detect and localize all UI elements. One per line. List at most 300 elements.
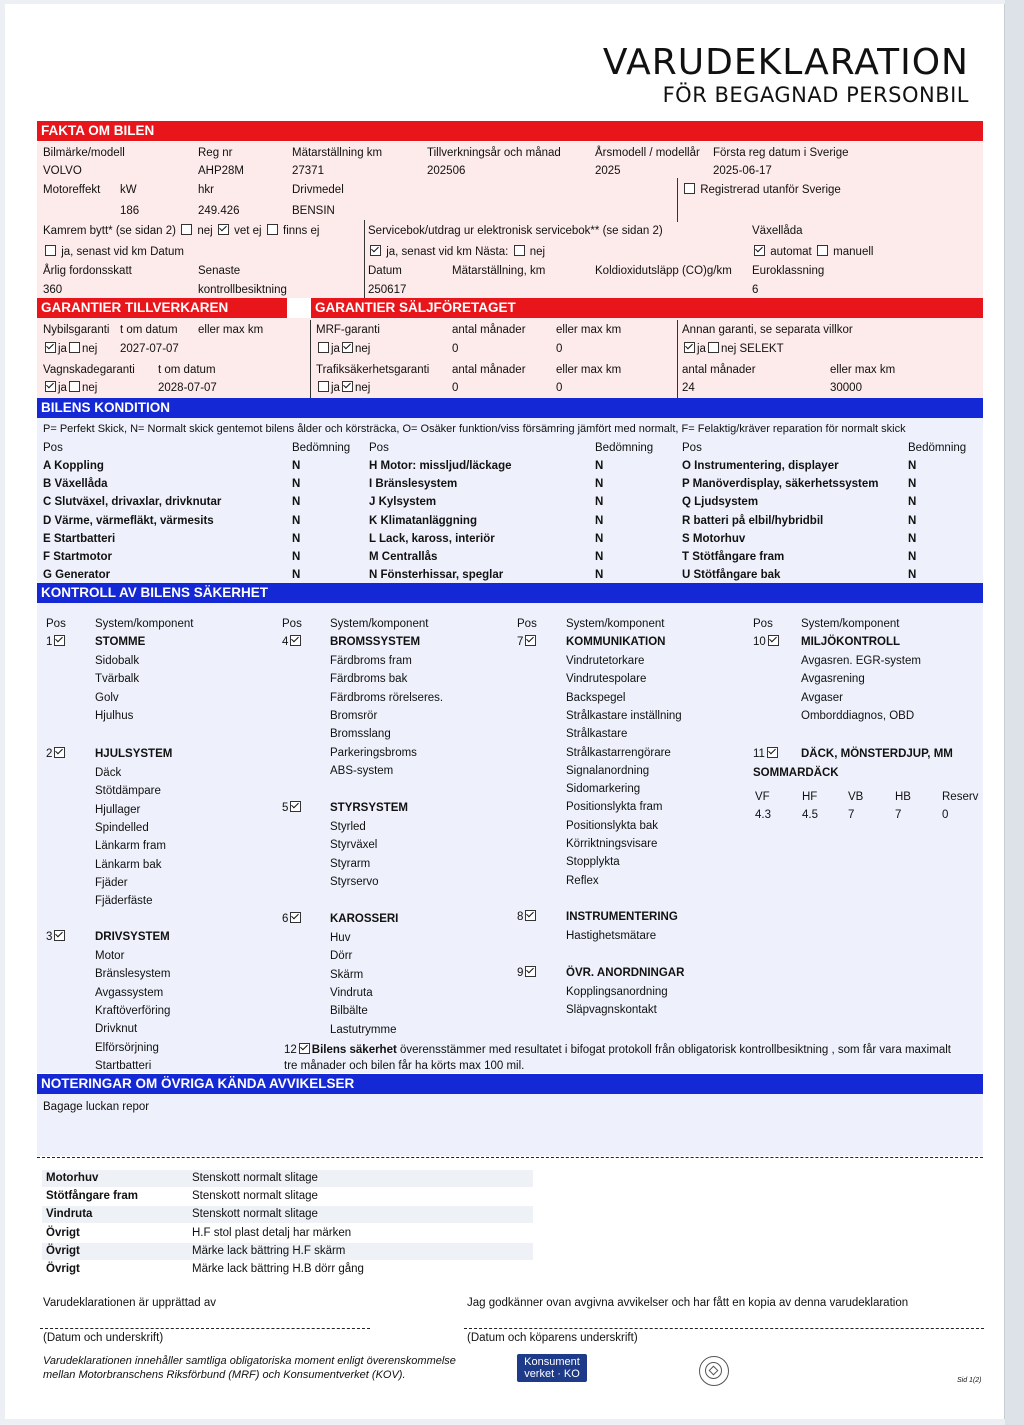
safety-component: Strålkastarrengörare — [566, 746, 671, 759]
tyre-value: 4.3 — [755, 809, 771, 821]
avvikelse-part: Övrigt — [46, 1244, 80, 1257]
timing-nej-checkbox[interactable] — [181, 224, 192, 235]
label-euro: Euroklassning — [752, 265, 825, 277]
logo-line1: Konsument — [524, 1356, 580, 1368]
avvikelse-part: Stötfångare fram — [46, 1190, 139, 1203]
timing-finns-ej-checkbox[interactable] — [267, 224, 278, 235]
label-trafik-maxkm: eller max km — [556, 364, 622, 376]
safety-group-num: 1 — [46, 636, 53, 648]
annan-choice — [682, 342, 784, 356]
safety-component: Avgassystem — [95, 986, 164, 999]
safety-component: Bromsslang — [330, 728, 391, 741]
safety-component: Golv — [95, 691, 119, 704]
window-frame — [1005, 0, 1024, 1425]
safety-group-num: 11 — [753, 748, 765, 760]
safety-component: Positionslykta bak — [566, 819, 659, 832]
timing-belt-row — [43, 224, 319, 238]
disclaimer-line2: mellan Motorbranschens Riksförbund (MRF) och Konsumentverket (KOV). — [43, 1369, 406, 1381]
value-brand: VOLVO — [43, 165, 82, 177]
label-annan: Annan garanti, se separata villkor — [682, 324, 853, 336]
nybil-ja-checkbox[interactable] — [45, 342, 56, 353]
kondition-rating: N — [908, 460, 917, 472]
safety-component: Reflex — [566, 874, 599, 887]
gearbox-row — [752, 245, 873, 259]
kond-pos-1: Pos — [43, 442, 63, 454]
mrf-ja-checkbox[interactable] — [318, 342, 329, 353]
mrf-choice — [316, 342, 370, 356]
value-model: 2025 — [595, 165, 621, 177]
safety-group-title: BROMSSYSTEM — [330, 636, 421, 648]
safety-group-num: 7 — [517, 636, 524, 648]
value-vagn-date: 2028-07-07 — [158, 382, 217, 394]
safety-component: Signalanordning — [566, 764, 650, 777]
kondition-item: P Manöverdisplay, säkerhetssystem — [682, 478, 879, 491]
safety-group-checkbox[interactable] — [525, 910, 536, 921]
kondition-item: Q Ljudsystem — [682, 496, 759, 509]
kondition-rating: N — [908, 496, 917, 509]
service-nej-checkbox[interactable] — [514, 245, 525, 256]
kondition-rating: N — [595, 569, 604, 582]
kondition-rating: N — [908, 532, 917, 545]
safety-group-num: 4 — [282, 636, 289, 648]
gearbox-automat-checkbox[interactable] — [754, 245, 765, 256]
label-kw: kW — [120, 184, 137, 196]
mrf-ja-label: ja — [331, 343, 340, 355]
vagn-nej-label: nej — [81, 382, 98, 394]
value-annan-km: 30000 — [830, 382, 862, 394]
tyre-head: HB — [895, 791, 911, 803]
safety-group-checkbox[interactable] — [525, 635, 536, 646]
safety-component: Färdbroms rörelseres. — [330, 691, 444, 704]
sig-right-caption: (Datum och köparens underskrift) — [467, 1332, 638, 1344]
value-nybil-date: 2027-07-07 — [120, 343, 179, 355]
safety-component: Drivknut — [95, 1023, 138, 1036]
safety-component: Avgasren. EGR-system — [801, 655, 921, 667]
kondition-item: C Slutväxel, drivaxlar, drivknutar — [43, 496, 222, 509]
safety-component: Avgaser — [801, 691, 843, 704]
safety-group-number — [753, 635, 781, 649]
safety-component: Styrväxel — [330, 839, 378, 852]
safety-group-checkbox[interactable] — [768, 635, 779, 646]
value-fuel: BENSIN — [292, 205, 335, 217]
sig-left-caption: (Datum och underskrift) — [43, 1332, 164, 1344]
label-nybil-maxkm: eller max km — [198, 324, 264, 336]
safety-component: Startbatteri — [95, 1059, 152, 1072]
kondition-rating: N — [292, 460, 301, 472]
label-tax: Årlig fordonsskatt — [43, 265, 132, 277]
vagn-nej-checkbox[interactable] — [69, 381, 80, 392]
timing-ja-checkbox[interactable] — [45, 245, 56, 256]
value-firstreg: 2025-06-17 — [713, 165, 772, 177]
timing-belt-label: Kamrem bytt* (se sidan 2) — [43, 225, 176, 237]
safety-group-num: 2 — [46, 748, 53, 760]
kondition-item: K Klimatanläggning — [369, 514, 477, 527]
kondition-item: R batteri på elbil/hybridbil — [682, 514, 824, 527]
sak-pos-3: Pos — [517, 618, 537, 630]
safety-group-number — [282, 801, 303, 815]
safety-group-title: STYRSYSTEM — [330, 802, 408, 814]
value-annan-months: 24 — [682, 382, 695, 394]
safety-group-title: INSTRUMENTERING — [566, 911, 678, 923]
avvikelse-part: Vindruta — [46, 1208, 93, 1221]
label-odo2: Mätarställning, km — [452, 265, 546, 277]
safety-component: Bilbälte — [330, 1005, 368, 1018]
kondition-item: B Växellåda — [43, 478, 108, 491]
signature-line-left[interactable] — [40, 1328, 370, 1329]
kondition-rating: N — [292, 551, 301, 563]
label-nybil-tom: t om datum — [120, 324, 178, 336]
kondition-item: F Startmotor — [43, 551, 112, 563]
label-fuel: Drivmedel — [292, 184, 344, 196]
service-label: Servicebok/utdrag ur elektronisk servicebok** (se sidan 2) — [368, 225, 663, 237]
tyre-subtitle: SOMMARDÄCK — [753, 767, 839, 779]
annan-ja-checkbox[interactable] — [684, 342, 695, 353]
safety-component: Körriktningsvisare — [566, 838, 658, 850]
safety-component: Avgasrening — [801, 673, 865, 686]
safety-text: överensstämmer med resultatet i bifogat protokoll från obligatorisk kontrollbesiktning , som får vara maximalt — [396, 1044, 951, 1056]
garanti-tillv-header: GARANTIER TILLVERKAREN — [37, 298, 287, 318]
label-nybil: Nybilsgaranti — [43, 324, 110, 336]
safety-component: Lastutrymme — [330, 1023, 397, 1036]
safety-group-checkbox[interactable] — [290, 635, 301, 646]
konsumentverket-logo — [517, 1354, 587, 1382]
kondition-rating: N — [908, 569, 917, 582]
safety-component: Hjulhus — [95, 709, 134, 722]
sak-pos-1: Pos — [46, 618, 66, 630]
label-mrf: MRF-garanti — [316, 324, 380, 336]
kondition-legend: P= Perfekt Skick, N= Normalt skick gentemot bilens ålder och körsträcka, O= Osäker funktion/viss försämring jämfört med normalt, F= Felaktig/kräver reparation för normalt skick — [43, 423, 906, 435]
safety-component: Sidobalk — [95, 655, 140, 667]
gearbox-manuell-checkbox[interactable] — [817, 245, 828, 256]
safety-group-checkbox[interactable] — [767, 747, 778, 758]
label-mrf-maxkm: eller max km — [556, 324, 622, 336]
mrf-seal-icon — [699, 1356, 729, 1386]
footer-left-label: Varudeklarationen är upprättad av — [43, 1297, 217, 1309]
label-latest: Senaste — [198, 265, 241, 277]
kondition-item: N Fönsterhissar, speglar — [369, 569, 504, 582]
noteringar-header: NOTERINGAR OM ÖVRIGA KÄNDA AVVIKELSER — [37, 1074, 983, 1094]
kondition-rating: N — [595, 496, 604, 509]
gearbox-manuell-label: manuell — [833, 246, 874, 258]
kond-pos-3: Pos — [682, 442, 702, 454]
label-co2: Koldioxidutsläpp (CO)g/km — [595, 265, 732, 277]
vagn-ja-label: ja — [58, 382, 67, 394]
timing-ja-label: ja, senast vid km — [61, 246, 147, 258]
safety-component: Tvärbalk — [95, 673, 140, 686]
safety-component: Vindruta — [330, 986, 373, 999]
label-annan-months: antal månader — [682, 364, 756, 376]
label-trafik: Trafiksäkerhetsgaranti — [316, 364, 430, 376]
safety-component: Sidomarkering — [566, 783, 641, 796]
safety-component: Huv — [330, 932, 351, 944]
label-hk: hkr — [198, 184, 214, 196]
safety-component: Skärm — [330, 968, 364, 981]
safety-component: Kopplingsanordning — [566, 986, 668, 998]
safety-component: Fjäder — [95, 876, 128, 889]
kondition-item: G Generator — [43, 569, 111, 582]
nybil-nej-label: nej — [81, 343, 98, 355]
kondition-rating: N — [908, 551, 917, 563]
kondition-item: U Stötfångare bak — [682, 569, 781, 582]
nybil-nej-checkbox[interactable] — [69, 342, 80, 353]
annan-nej-label: nej — [720, 343, 737, 355]
safety-group-number — [517, 910, 538, 924]
vagn-ja-checkbox[interactable] — [45, 381, 56, 392]
safety-component: ABS-system — [330, 764, 394, 777]
nybil-choice — [43, 342, 97, 356]
kondition-rating: N — [595, 460, 604, 472]
safety-component: Länkarm bak — [95, 858, 162, 871]
safety-component: Färdbroms fram — [330, 655, 412, 667]
gearbox-automat-label: automat — [770, 246, 812, 258]
avvikelse-desc: Märke lack bättring H.B dörr gång — [192, 1263, 364, 1275]
value-kw: 186 — [120, 205, 140, 217]
garanti-salj-header: GARANTIER SÄLJFÖRETAGET — [311, 298, 983, 318]
service-row — [368, 245, 545, 259]
signature-line-right[interactable] — [464, 1328, 984, 1329]
doc-title: VARUDEKLARATION — [602, 42, 969, 83]
safety-component: Parkeringsbroms — [330, 746, 417, 759]
avvikelse-desc: Stenskott normalt slitage — [192, 1172, 318, 1184]
safety-group-checkbox[interactable] — [54, 635, 65, 646]
safety-component: Bränslesystem — [95, 968, 171, 981]
safety-group-title: DRIVSYSTEM — [95, 931, 170, 943]
safety-component: Styrservo — [330, 875, 379, 888]
label-mrf-months: antal månader — [452, 324, 526, 336]
sak-sys-1: System/komponent — [95, 618, 194, 630]
safety-group-checkbox[interactable] — [54, 747, 65, 758]
sak-pos-4: Pos — [753, 618, 773, 630]
safety-group-checkbox[interactable] — [290, 912, 301, 923]
service-nej-label: nej — [529, 246, 546, 258]
safety-component: Dörr — [330, 950, 353, 963]
safety-group-title: KAROSSERI — [330, 913, 399, 925]
kondition-item: O Instrumentering, displayer — [682, 460, 839, 472]
nybil-ja-label: ja — [58, 343, 67, 355]
sak-sys-4: System/komponent — [801, 618, 900, 630]
safety-component: Positionslykta fram — [566, 801, 663, 814]
annan-nej-checkbox[interactable] — [708, 342, 719, 353]
label-odo: Mätarställning km — [292, 147, 383, 159]
kondition-rating: N — [595, 532, 604, 545]
kondition-rating: N — [908, 478, 917, 491]
divider — [677, 178, 678, 222]
kond-bed-2: Bedömning — [595, 442, 654, 454]
kondition-item: D Värme, värmefläkt, värmesits — [43, 514, 214, 527]
tyre-head: Reserv — [942, 791, 979, 803]
kondition-rating: N — [292, 514, 301, 527]
timing-finns-ej-label: finns ej — [283, 225, 320, 237]
sak-pos-2: Pos — [282, 618, 302, 630]
annan-name: SELEKT — [739, 343, 784, 355]
sak-sys-2: System/komponent — [330, 618, 429, 630]
safety-group-number — [46, 635, 67, 649]
avvikelse-part: Övrigt — [46, 1263, 80, 1275]
avvikelse-part: Övrigt — [46, 1226, 80, 1239]
kondition-rating: N — [292, 478, 301, 491]
value-hk: 249.426 — [198, 205, 240, 217]
safety-group-title: MILJÖKONTROLL — [801, 636, 901, 648]
sak-sys-3: System/komponent — [566, 618, 665, 630]
value-odo: 27371 — [292, 165, 324, 177]
safety-group-number — [46, 747, 67, 761]
reg-abroad-field[interactable] — [682, 183, 841, 197]
safety-text-line2: tre månader och bilen får ha körts max 100 mil. — [284, 1060, 525, 1072]
safety-group-number — [282, 635, 303, 649]
label-reg: Reg nr — [198, 147, 233, 159]
label-firstreg: Första reg datum i Sverige — [713, 147, 849, 159]
kondition-rating: N — [292, 532, 301, 545]
safety-component: Strålkastare — [566, 728, 628, 741]
safety-component: Stopplykta — [566, 856, 620, 869]
logo-line2: verket · KO — [524, 1368, 580, 1380]
safety-component: Vindrutetorkare — [566, 655, 645, 667]
safety-component: Vindrutespolare — [566, 673, 647, 686]
label-trafik-months: antal månader — [452, 364, 526, 376]
footer-right-label: Jag godkänner ovan avgivna avvikelser och har fått en kopia av denna varudeklaration — [467, 1297, 909, 1309]
safety-component: Stötdämpare — [95, 785, 161, 798]
timing-nej-label: nej — [197, 225, 213, 237]
safety-group-number — [517, 635, 538, 649]
avvikelse-desc: Märke lack bättring H.F skärm — [192, 1244, 346, 1257]
safety-component: Omborddiagnos, OBD — [801, 709, 915, 722]
safety-group-checkbox[interactable] — [290, 801, 301, 812]
safety-component: Backspegel — [566, 691, 626, 704]
divider — [677, 320, 678, 398]
kondition-item: I Bränslesystem — [369, 478, 458, 491]
kondition-item: S Motorhuv — [682, 532, 746, 545]
safety-group-checkbox[interactable] — [54, 930, 65, 941]
value-trafik-months: 0 — [452, 382, 459, 394]
kondition-item: T Stötfångare fram — [682, 551, 785, 563]
label-latest-sub: kontrollbesiktning — [198, 284, 287, 296]
service-ja-checkbox[interactable] — [370, 245, 381, 256]
safety-group-num: 9 — [517, 967, 524, 979]
safety-component: Kraftöverföring — [95, 1004, 171, 1017]
kondition-rating: N — [908, 514, 917, 527]
value-mrf-months: 0 — [452, 343, 459, 355]
safety-group-number — [282, 912, 303, 926]
service-next-label: Nästa: — [475, 246, 509, 258]
safety-group-checkbox[interactable] — [525, 966, 536, 977]
safety-group-num: 6 — [282, 913, 289, 925]
fakta-header: FAKTA OM BILEN — [37, 121, 983, 141]
kondition-rating: N — [595, 551, 604, 563]
divider — [310, 320, 311, 398]
trafik-choice — [316, 381, 370, 395]
tyre-value: 0 — [942, 809, 949, 821]
timing-vet-ej-label: vet ej — [234, 225, 262, 237]
value-date: 250617 — [368, 284, 407, 296]
tyre-value: 7 — [895, 809, 902, 821]
label-vagn-tom: t om datum — [158, 364, 216, 376]
reg-abroad-checkbox[interactable] — [684, 183, 695, 194]
timing-ja-row — [43, 245, 184, 259]
safety-component: Bromsrör — [330, 709, 378, 722]
label-date: Datum — [368, 265, 402, 277]
tyre-head: VB — [848, 791, 864, 803]
disclaimer-line1: Varudeklarationen innehåller samtliga obligatoriska moment enligt överenskommelse — [43, 1355, 456, 1367]
safety-group-num: 10 — [753, 636, 766, 648]
kondition-rating: N — [595, 514, 604, 527]
tyre-head: VF — [755, 791, 770, 803]
value-mrf-km: 0 — [556, 343, 563, 355]
tyre-value: 7 — [848, 809, 855, 821]
value-mfg: 202506 — [427, 165, 466, 177]
kondition-item: H Motor: missljud/läckage — [369, 460, 512, 472]
trafik-nej-label: nej — [354, 382, 371, 394]
safety-group-title: HJULSYSTEM — [95, 748, 173, 760]
safety-group-number — [753, 747, 780, 761]
safety-group-title: ÖVR. ANORDNINGAR — [566, 967, 685, 979]
safety-component: Färdbroms bak — [330, 673, 408, 686]
kondition-rating: N — [292, 496, 301, 509]
safety-group-num: 5 — [282, 802, 289, 814]
value-reg: AHP28M — [198, 165, 245, 177]
kond-pos-2: Pos — [369, 442, 389, 454]
annan-ja-label: ja — [697, 343, 706, 355]
kondition-header: BILENS KONDITION — [37, 398, 983, 418]
value-tax: 360 — [43, 284, 63, 296]
safety-component: Hjullager — [95, 803, 141, 816]
safety-component: Styrled — [330, 821, 366, 833]
noteringar-text: Bagage luckan repor — [43, 1101, 150, 1113]
service-ja-label: ja, senast vid km — [386, 246, 472, 258]
safety-group-num: 3 — [46, 931, 53, 943]
kondition-rating: N — [292, 569, 301, 582]
trafik-ja-checkbox[interactable] — [318, 381, 329, 392]
mrf-nej-checkbox[interactable] — [342, 342, 353, 353]
reg-abroad-label: Registrerad utanför Sverige — [700, 184, 841, 196]
kond-bed-3: Bedömning — [908, 442, 967, 454]
safety-component: Däck — [95, 767, 122, 779]
safety-bold: Bilens säkerhet — [311, 1044, 397, 1056]
mrf-nej-label: nej — [354, 343, 371, 355]
noteringar-line — [37, 1157, 983, 1158]
safety-group-number — [517, 966, 538, 980]
safety-component: Styrarm — [330, 857, 371, 870]
avvikelse-desc: H.F stol plast detalj har märken — [192, 1226, 352, 1239]
timing-vet-ej-checkbox[interactable] — [218, 224, 229, 235]
trafik-nej-checkbox[interactable] — [342, 381, 353, 392]
safety-component: Strålkastare inställning — [566, 709, 682, 722]
gearbox-label: Växellåda — [752, 225, 803, 237]
label-model: Årsmodell / modellår — [595, 147, 700, 159]
kondition-item: M Centrallås — [369, 551, 438, 563]
sakerhet-header: KONTROLL AV BILENS SÄKERHET — [37, 583, 983, 603]
safety-checkbox[interactable] — [299, 1043, 310, 1054]
kondition-rating: N — [595, 478, 604, 491]
safety-num: 12 — [284, 1044, 297, 1056]
safety-component: Länkarm fram — [95, 840, 166, 853]
divider — [364, 220, 365, 298]
doc-subtitle: FÖR BEGAGNAD PERSONBIL — [662, 83, 969, 107]
avvikelse-desc: Stenskott normalt slitage — [192, 1190, 318, 1203]
kondition-item: J Kylsystem — [369, 496, 437, 509]
safety-component: Hastighetsmätare — [566, 930, 657, 942]
avvikelse-part: Motorhuv — [46, 1172, 99, 1184]
trafik-ja-label: ja — [331, 382, 340, 394]
safety-component: Spindelled — [95, 821, 149, 834]
kond-bed-1: Bedömning — [292, 442, 351, 454]
safety-group-number — [46, 930, 67, 944]
value-trafik-km: 0 — [556, 382, 563, 394]
safety-group-title: KOMMUNIKATION — [566, 636, 666, 648]
kondition-item: L Lack, kaross, interiör — [369, 532, 495, 545]
safety-component: Motor — [95, 950, 125, 962]
noteringar-bg — [37, 1094, 983, 1156]
value-euro: 6 — [752, 284, 759, 296]
